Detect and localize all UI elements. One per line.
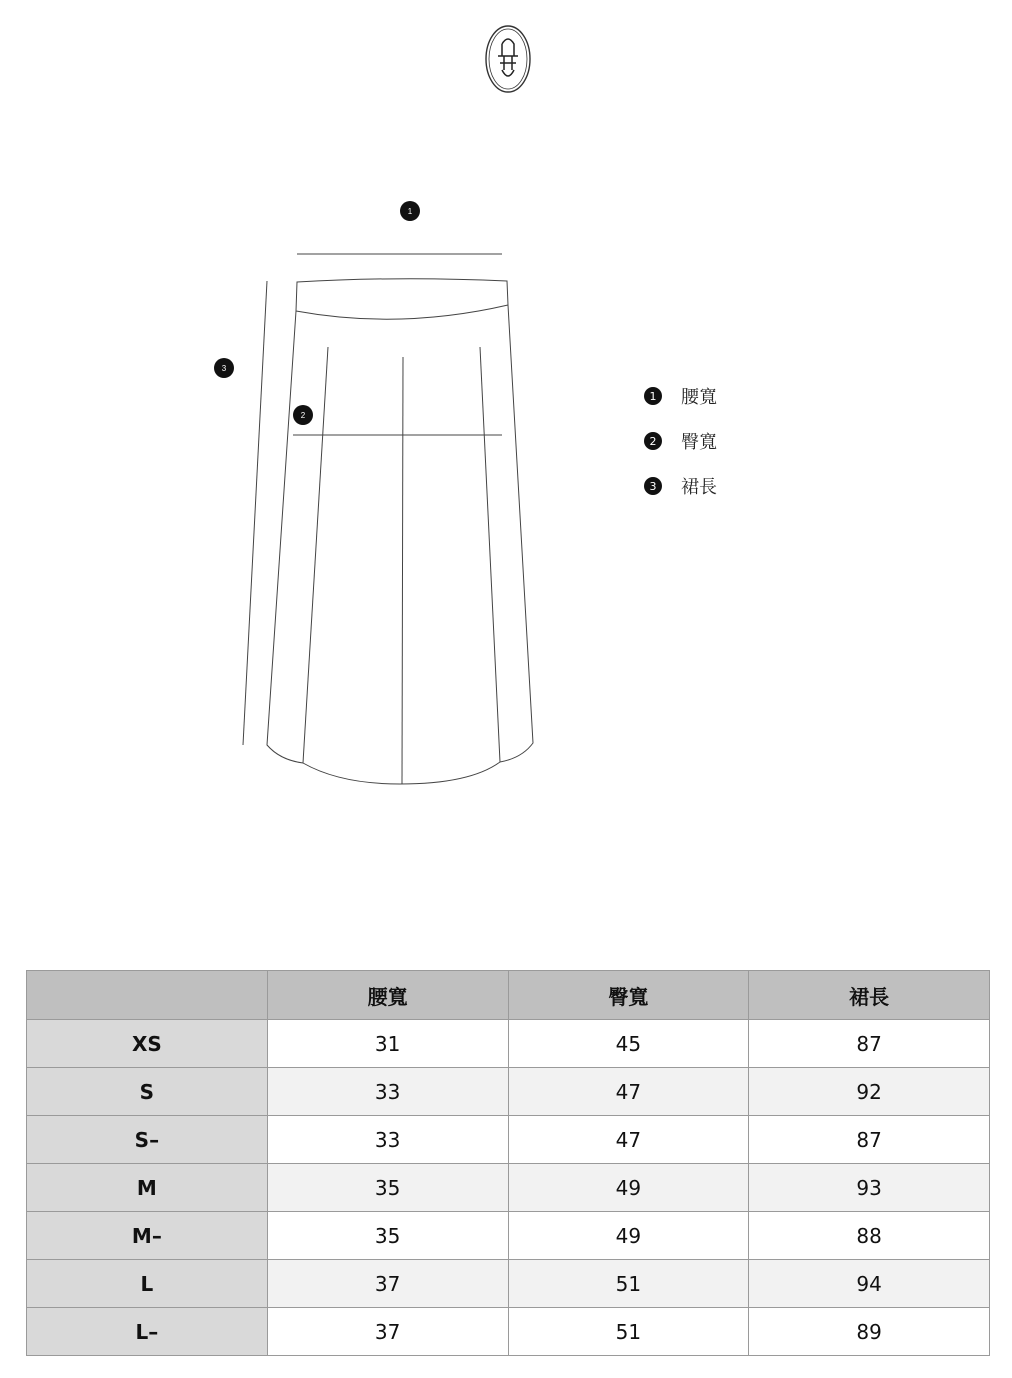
size-cell: M — [27, 1164, 268, 1212]
legend-label: 臀寬 — [681, 432, 717, 453]
waist-cell: 35 — [267, 1212, 508, 1260]
size-chart-table — [26, 970, 990, 1356]
seam-center — [402, 357, 403, 784]
hip-cell: 51 — [508, 1308, 749, 1356]
length-cell: 87 — [749, 1020, 990, 1068]
table-row — [27, 1212, 990, 1260]
waist-cell: 37 — [267, 1260, 508, 1308]
hip-cell: 49 — [508, 1212, 749, 1260]
hip-cell: 47 — [508, 1116, 749, 1164]
seam-right — [480, 347, 500, 762]
waist-cell: 35 — [267, 1164, 508, 1212]
waist-cell: 33 — [267, 1068, 508, 1116]
table-row — [27, 1116, 990, 1164]
hip-cell: 49 — [508, 1164, 749, 1212]
table-row — [27, 1260, 990, 1308]
size-cell: L — [27, 1260, 268, 1308]
size-cell: S — [27, 1068, 268, 1116]
hip-cell: 47 — [508, 1068, 749, 1116]
header-cell-hip: 臀寬 — [508, 971, 749, 1020]
table-row — [27, 1308, 990, 1356]
length-cell: 93 — [749, 1164, 990, 1212]
size-cell: L– — [27, 1308, 268, 1356]
size-cell: S– — [27, 1116, 268, 1164]
legend-label: 裙長 — [681, 477, 717, 498]
header-cell-length: 裙長 — [749, 971, 990, 1020]
length-cell: 89 — [749, 1308, 990, 1356]
waist-cell: 31 — [267, 1020, 508, 1068]
length-measure-line — [243, 281, 267, 745]
legend-number: 3 — [644, 477, 662, 495]
size-cell: XS — [27, 1020, 268, 1068]
table-row — [27, 1020, 990, 1068]
size-cell: M– — [27, 1212, 268, 1260]
legend-number: 2 — [644, 432, 662, 450]
length-cell: 88 — [749, 1212, 990, 1260]
hip-cell: 51 — [508, 1260, 749, 1308]
table-header-row — [27, 971, 990, 1020]
waist-cell: 33 — [267, 1116, 508, 1164]
measurement-legend — [644, 384, 717, 519]
marker-3-label: 3 — [221, 364, 227, 373]
length-cell: 94 — [749, 1260, 990, 1308]
marker-2-label: 2 — [300, 411, 306, 420]
header-cell-waist: 腰寬 — [267, 971, 508, 1020]
table-row — [27, 1164, 990, 1212]
header-cell-corner — [27, 971, 268, 1020]
length-cell: 92 — [749, 1068, 990, 1116]
skirt-body — [267, 305, 533, 784]
table-row — [27, 1068, 990, 1116]
waistband — [296, 279, 508, 319]
legend-label: 腰寬 — [681, 387, 717, 408]
legend-item-length — [644, 474, 717, 498]
legend-item-waist — [644, 384, 717, 408]
legend-number: 1 — [644, 387, 662, 405]
legend-item-hip — [644, 429, 717, 453]
hip-cell: 45 — [508, 1020, 749, 1068]
marker-1-label: 1 — [407, 207, 413, 216]
length-cell: 87 — [749, 1116, 990, 1164]
waist-cell: 37 — [267, 1308, 508, 1356]
